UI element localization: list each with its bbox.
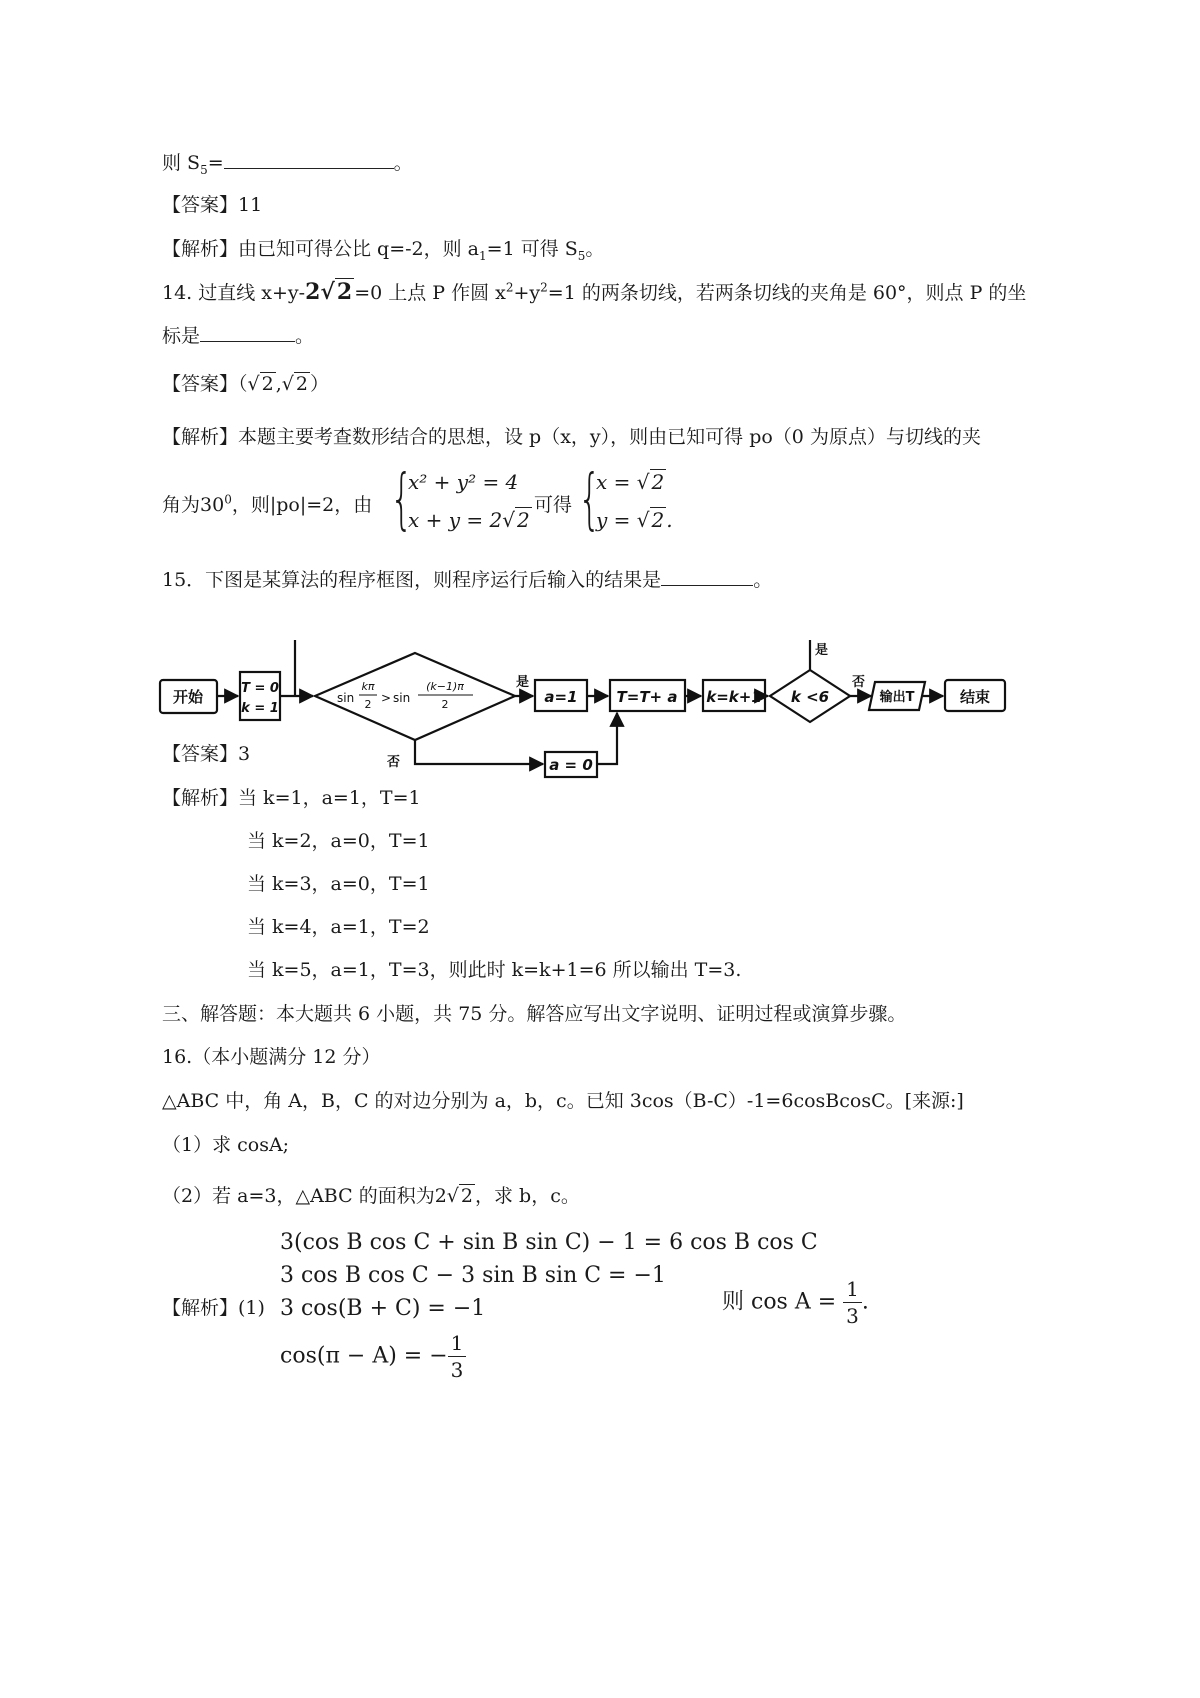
init-t-label: T = 0 (241, 681, 279, 696)
answer-blank (224, 150, 394, 169)
q14-analysis-line1: 【解析】本题主要考查数形结合的思想，设 p（x，y），则由已知可得 po（0 为原点）与切线的夹 (162, 426, 981, 448)
program-flowchart (155, 640, 1015, 790)
init-k-label: k = 1 (241, 701, 279, 716)
cond-right-den: 2 (441, 698, 449, 711)
q13-answer: 【答案】11 (162, 194, 263, 216)
no-label-1: 否 (387, 755, 401, 770)
q15-analysis-step4: 当 k=4，a=1，T=2 (247, 916, 430, 938)
q14-analysis-line2: 角为$30^0$，则|po|=2，由 (162, 492, 373, 516)
output-label: 输出T (879, 690, 915, 705)
q14-question-line2: 标是 。 (162, 325, 315, 347)
answer-blank (661, 567, 753, 586)
system2-eq2: y = √ 2 . (596, 508, 673, 532)
q13-tail-line: 则 $S_5=$ 。 (162, 152, 413, 177)
q15-analysis-step2: 当 k=2，a=0，T=1 (247, 830, 430, 852)
cond-sin-left: sin (337, 691, 355, 705)
cond-right-num: (k−1)π (426, 680, 464, 693)
q14-question-line1: 14. 过直线 x+y-2√2 =0 上点 P 作圆 $x^2+y^2=1$ 的两条切线，若两条切线的夹角是 60°，则点 P 的坐 (162, 279, 1027, 305)
start-label: 开始 (172, 688, 204, 706)
cond-left-num: kπ (361, 680, 375, 693)
q15-analysis-step1: 【解析】当 k=1，a=1，T=1 (162, 787, 421, 809)
end-label: 结束 (959, 688, 991, 706)
q14-mid-text: 可得 (534, 494, 573, 516)
q16-part1: （1）求 cosA; (162, 1134, 290, 1156)
cond-gt: > (381, 691, 392, 705)
system1-eq2: x + y = 2√ 2 (408, 508, 530, 532)
brace-left-1: { (390, 460, 414, 537)
k-update-label: k=k+1 (706, 688, 762, 706)
q16-eq2: 3 cos B cos C − 3 sin B sin C = −1 (280, 1263, 666, 1288)
a1-label: a=1 (544, 688, 578, 706)
q16-then-result: 则 cos A = $\frac{1}{3}$ . (722, 1277, 869, 1328)
brace-left-2: { (578, 460, 602, 537)
no-label-2: 否 (852, 675, 866, 690)
t-update-label: T=T+ a (616, 688, 678, 706)
q16-eq1: 3(cos B cos C + sin B sin C) − 1 = 6 cos B cos C (280, 1230, 818, 1255)
q16-eq4: cos(π − A) = − $\frac{1}{3}$ (280, 1330, 466, 1383)
q13-analysis: 【解析】由已知可得公比 q=-2，则 $a_1=1$ 可得 $S_5$。 (162, 238, 605, 263)
cond-left-den: 2 (364, 698, 372, 711)
section-3-heading: 三、解答题：本大题共 6 小题，共 75 分。解答应写出文字说明、证明过程或演算步骤。 (162, 1003, 907, 1025)
q16-eq3: 3 cos(B + C) = −1 (280, 1296, 486, 1321)
system2-eq1: x = √ 2 (596, 470, 665, 494)
a0-label: a = 0 (549, 756, 593, 774)
cond-sin-right: sin (393, 691, 411, 705)
answer-blank (200, 323, 295, 342)
q16-stem: △ABC 中，角 A，B，C 的对边分别为 a，b，c。已知 3cos（B-C）-1=6cosBcosC。[来源:] (162, 1090, 964, 1112)
q16-part2: （2）若 a=3，△ABC 的面积为2√ 2 ，求 b，c。 (162, 1185, 580, 1207)
q16-head: 16.（本小题满分 12 分） (162, 1046, 381, 1068)
q15-analysis-step3: 当 k=3，a=0，T=1 (247, 873, 430, 895)
k-cond-label: k <6 (790, 688, 830, 706)
yes-label-2: 是 (815, 643, 829, 658)
yes-label-1: 是 (516, 675, 530, 690)
q14-answer: 【答案】（√ 2 ,√ 2 ） (162, 373, 329, 395)
q15-question: 15．下图是某算法的程序框图，则程序运行后输入的结果是 。 (162, 569, 773, 591)
q15-analysis-step5: 当 k=5，a=1，T=3，则此时 k=k+1=6 所以输出 T=3. (247, 959, 742, 981)
system1-eq1: x² + y² = 4 (408, 470, 519, 494)
q15-answer: 【答案】3 (162, 743, 251, 765)
q16-analysis-label: 【解析】(1) (162, 1297, 265, 1319)
